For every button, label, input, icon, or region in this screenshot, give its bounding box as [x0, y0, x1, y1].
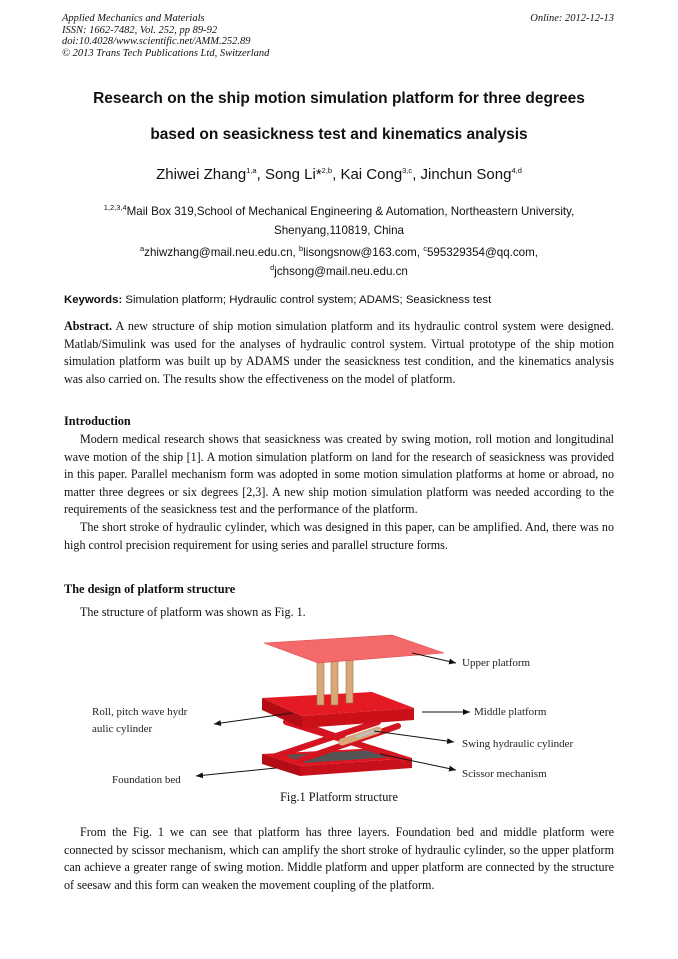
email-sup: d	[270, 263, 275, 273]
email-a: zhiwzhang@mail.neu.edu.cn,	[144, 246, 299, 259]
online-date: Online: 2012-12-13	[530, 13, 614, 24]
label-roll-pitch-line-2: aulic cylinder	[92, 723, 153, 735]
author-name: Zhiwei Zhang	[156, 166, 247, 183]
abstract-label: Abstract.	[64, 319, 113, 333]
keywords-label: Keywords:	[64, 294, 123, 306]
author-name: Kai Cong	[340, 166, 403, 183]
author-separator: ,	[332, 166, 341, 183]
label-roll-pitch-cylinder	[92, 704, 187, 738]
paper-title-line-2: based on seasickness test and kinematics analysis	[150, 126, 528, 143]
running-header	[62, 13, 269, 59]
figure-discussion	[64, 824, 614, 894]
email-d: jchsong@mail.neu.edu.cn	[274, 265, 408, 278]
affiliation-line-1: Mail Box 319,School of Mechanical Engineering & Automation, Northeastern University,	[126, 205, 575, 218]
design-body	[64, 604, 614, 622]
author-name: Song Li*	[264, 166, 322, 183]
section-heading-introduction: Introduction	[64, 414, 131, 428]
email-sup: a	[139, 244, 145, 254]
author-sup: 3,c	[402, 166, 413, 175]
body-paragraph-1: From the Fig. 1 we can see that platform has three layers. Foundation bed and middle platform were connected by scissor mechanism, which can amplify the short stroke of hydraulic cylinder, so the upper platform can achieve a greater range of swing motion. Middle platform and upper platform are connected by the structure of seesaw and this form can weaken the movement coupling of the platform.	[64, 825, 614, 892]
email-list	[70, 243, 608, 281]
copyright-line: © 2013 Trans Tech Publications Ltd, Switzerland	[62, 47, 270, 59]
author-separator: ,	[256, 166, 265, 183]
abstract-text: A new structure of ship motion simulation platform and its hydraulic control system were designed. Matlab/Simulink was used for the analyses of hydraulic control system. Virtual prototype of the ship motion simulation platform was built up by ADAMS under the seasickness test condition, and the kinematics analysis was also carried on. The results show the effectiveness on the model of platform.	[64, 319, 614, 386]
author-separator: ,	[412, 166, 421, 183]
keywords	[64, 294, 624, 306]
email-sup: b	[299, 244, 304, 254]
label-foundation-bed: Foundation bed	[112, 774, 181, 786]
author-sup: 4,d	[511, 166, 522, 175]
affiliation-sup: 1,2,3,4	[103, 203, 127, 213]
affiliation	[70, 202, 608, 240]
figure-caption: Fig.1 Platform structure	[280, 790, 398, 804]
introduction-paragraph-1: Modern medical research shows that seasickness was created by swing motion, roll motion and longitudinal wave motion of the ship [1]. A motion simulation platform on land for the research of seasickness was provided in this paper. Parallel mechanism form was adopted in some motion simulation platforms at home or abroad, no matter three degrees or six degrees [2,3]. A new ship motion simulation platform was needed according to the requirements of the seasickness test and the performance of the platform.	[64, 432, 614, 517]
affiliation-line-2: Shenyang,110819, China	[274, 224, 404, 237]
abstract	[64, 318, 614, 388]
author-sup: 2,b	[321, 166, 333, 175]
keywords-text: Simulation platform; Hydraulic control system; ADAMS; Seasickness test	[122, 294, 492, 306]
journal-name: Applied Mechanics and Materials	[62, 13, 205, 24]
label-swing-hydraulic-cylinder: Swing hydraulic cylinder	[462, 738, 574, 750]
introduction-paragraph-2: The short stroke of hydraulic cylinder, which was designed in this paper, can be amplified. And, there was no high control precision requirement for using series and parallel structure forms.	[64, 519, 614, 552]
email-sup: c	[423, 244, 427, 254]
doi-line: doi:10.4028/www.scientific.net/AMM.252.89	[62, 36, 251, 47]
author-sup: 1,a	[246, 166, 257, 175]
issn-line: ISSN: 1662-7482, Vol. 252, pp 89-92	[62, 24, 218, 36]
author-list	[40, 166, 638, 183]
label-scissor-mechanism: Scissor mechanism	[462, 768, 547, 780]
email-b: lisongsnow@163.com,	[303, 246, 424, 259]
email-c: 595329354@qq.com,	[426, 246, 539, 259]
label-roll-pitch-line-1: Roll, pitch wave hydr	[92, 706, 188, 718]
upper-platform	[264, 635, 444, 663]
author-name: Jinchun Song	[420, 166, 512, 183]
label-middle-platform: Middle platform	[474, 706, 547, 718]
design-paragraph-1: The structure of platform was shown as Fig. 1.	[80, 605, 306, 619]
introduction-body	[64, 431, 614, 554]
paper-title-line-1: Research on the ship motion simulation platform for three degrees	[93, 90, 585, 107]
section-heading-design: The design of platform structure	[64, 582, 236, 596]
label-upper-platform: Upper platform	[462, 657, 531, 669]
